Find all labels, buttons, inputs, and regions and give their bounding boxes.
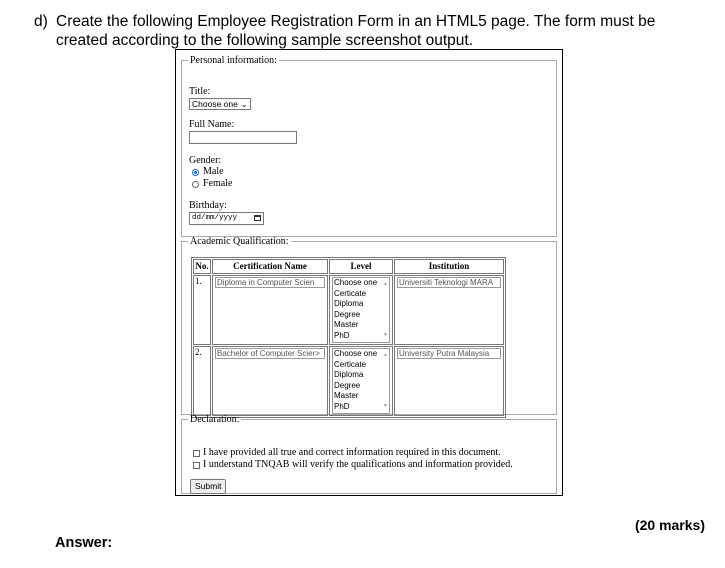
- scroll-up-icon[interactable]: ▲: [383, 352, 388, 358]
- level-listbox[interactable]: [332, 277, 390, 343]
- title-select-value: Choose one: [192, 99, 238, 109]
- level-option[interactable]: Master: [334, 320, 359, 330]
- level-option[interactable]: Master: [334, 391, 359, 401]
- row-no-cell: [193, 346, 211, 416]
- table-header-row: [193, 259, 504, 274]
- calendar-icon: [254, 215, 261, 221]
- form-screenshot: [175, 49, 563, 496]
- level-option[interactable]: PhD: [334, 401, 350, 411]
- gender-male-label: Male: [203, 166, 224, 177]
- header-institution: Institution: [394, 259, 504, 274]
- question-body: Create the following Employee Registration Form in an HTML5 page. The form must be created according to the following sample screenshot output.: [56, 13, 656, 49]
- level-option[interactable]: Certicate: [334, 288, 367, 298]
- title-label: Title:: [189, 86, 211, 97]
- academic-table: [191, 257, 506, 418]
- fullname-input[interactable]: [189, 131, 297, 144]
- level-cell: [329, 275, 393, 345]
- institution-input[interactable]: University Putra Malaysia: [397, 348, 501, 359]
- level-cell: [329, 346, 393, 416]
- scroll-up-icon[interactable]: ▲: [383, 281, 388, 287]
- header-level: Level: [329, 259, 393, 274]
- scroll-down-icon[interactable]: ▼: [383, 332, 388, 339]
- header-certification: Certification Name: [212, 259, 328, 274]
- personal-info-fieldset: [181, 55, 557, 237]
- gender-female-radio[interactable]: [192, 181, 199, 188]
- level-option[interactable]: Diploma: [334, 299, 364, 309]
- table-row: [193, 275, 504, 345]
- gender-female-label: Female: [203, 178, 233, 189]
- certification-cell: [212, 346, 328, 416]
- declaration-checkbox-1[interactable]: [193, 450, 200, 457]
- certification-cell: [212, 275, 328, 345]
- gender-label: Gender:: [189, 155, 222, 166]
- level-option[interactable]: Degree: [334, 309, 361, 319]
- submit-button[interactable]: Submit: [190, 479, 226, 494]
- level-option[interactable]: Choose one: [334, 278, 378, 287]
- declaration-text-1: I have provided all true and correct information required in this document.: [203, 447, 501, 458]
- level-option[interactable]: Certicate: [334, 359, 367, 369]
- header-no: No.: [193, 259, 211, 274]
- level-option[interactable]: Choose one: [334, 349, 378, 358]
- personal-info-legend: Personal information:: [190, 55, 277, 66]
- declaration-legend: Declaration:: [190, 414, 240, 425]
- gender-male-radio[interactable]: [192, 169, 199, 176]
- marks-text: (20 marks): [634, 517, 705, 533]
- row-no-cell: [193, 275, 211, 345]
- declaration-fieldset: [181, 414, 557, 494]
- title-select[interactable]: [189, 98, 251, 110]
- birthday-label: Birthday:: [189, 200, 227, 211]
- academic-legend: Academic Qualification:: [190, 236, 289, 247]
- institution-input[interactable]: Universiti Teknologi MARA: [397, 277, 501, 288]
- certification-input[interactable]: Bachelor of Computer Scier>: [215, 348, 325, 359]
- row-no: 1.: [195, 276, 202, 286]
- academic-fieldset: [181, 236, 557, 415]
- declaration-text-2: I understand TNQAB will verify the qualifications and information provided.: [203, 459, 513, 470]
- institution-cell: [394, 346, 504, 416]
- level-listbox[interactable]: [332, 348, 390, 414]
- fullname-label: Full Name:: [189, 119, 235, 130]
- question-label: d): [34, 13, 48, 30]
- scroll-down-icon[interactable]: ▼: [383, 403, 388, 410]
- chevron-down-icon: ⌄: [240, 100, 248, 109]
- institution-cell: [394, 275, 504, 345]
- answer-label: Answer:: [55, 535, 113, 551]
- level-option[interactable]: Degree: [334, 380, 361, 390]
- declaration-checkbox-2[interactable]: [193, 462, 200, 469]
- row-no: 2.: [195, 347, 202, 357]
- level-option[interactable]: Diploma: [334, 370, 364, 380]
- birthday-placeholder: dd/mm/yyyy: [192, 214, 238, 222]
- certification-input[interactable]: Diploma in Computer Scien: [215, 277, 325, 288]
- table-row: [193, 346, 504, 416]
- birthday-input[interactable]: [189, 212, 264, 225]
- level-option[interactable]: PhD: [334, 330, 350, 340]
